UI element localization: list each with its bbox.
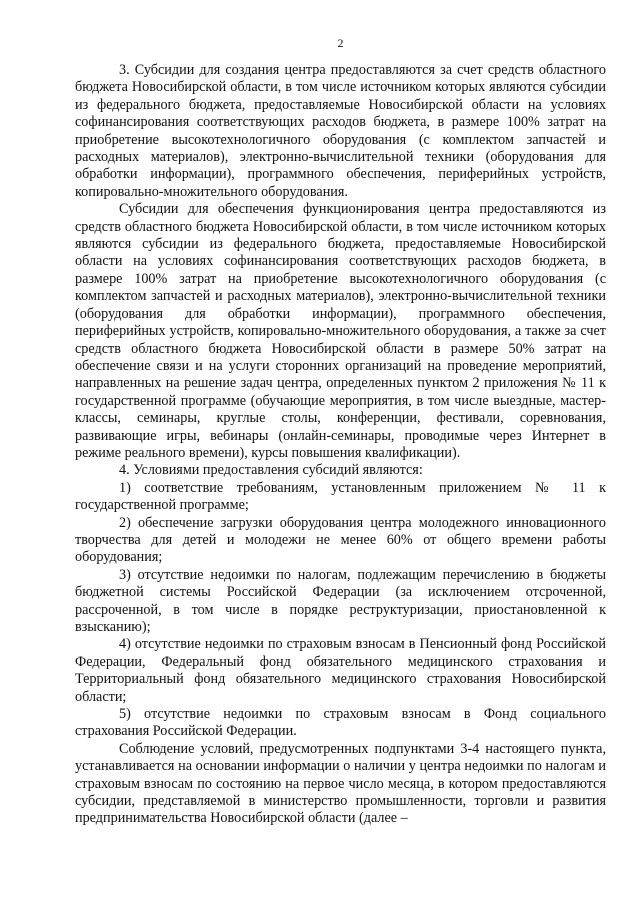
condition-item-2: 2) обеспечение загрузки оборудования центра молодежного инновационного творчества для детей и молодежи не менее 60% от общего времени работы оборудования; — [75, 514, 606, 566]
condition-item-3: 3) отсутствие недоимки по налогам, подлежащим перечислению в бюджеты бюджетной системы Российской Федерации (за исключением отсроченной, рассроченной, в том числе в порядке реструктуризации, приостановленной к взысканию); — [75, 566, 606, 635]
condition-item-4: 4) отсутствие недоимки по страховым взносам в Пенсионный фонд Российской Федерации, Федеральный фонд обязательного медицинского страхования и Территориальный фонд обязательного медицинского страхования Новосибирской области; — [75, 636, 606, 705]
paragraph-conditions-heading: 4. Условиями предоставления субсидий являются: — [119, 462, 423, 479]
paragraph-subsidies-creation: 3. Субсидии для создания центра предоставляются за счет средств областного бюджета Новосибирской области, в том числе источником которых являются субсидии из федерального бюджета, предоставляемые Новосибирской области на условиях софинансирования соответствующих расходов бюджета, в размере 100% затрат на приобретение высокотехнологичного оборудования (с комплектом запчастей и расходных материалов), электронно-вычислительной техники (оборудования для обработки информации), программного обеспечения, периферийных устройств, копировально-множительного оборудования. — [75, 62, 606, 200]
document-page — [75, 36, 606, 828]
paragraph-compliance: Соблюдение условий, предусмотренных подпунктами 3-4 настоящего пункта, устанавливается на основании информации о наличии у центра недоимки по налогам и страховым взносам по состоянию на первое число месяца, в котором предоставляются субсидии, представляемой в министерство промышленности, торговли и развития предпринимательства Новосибирской области (далее – — [75, 740, 606, 827]
page-number: 2 — [337, 36, 344, 50]
condition-item-1: 1) соответствие требованиям, установленным приложением № 11 к государственной программе; — [75, 479, 606, 514]
condition-item-5: 5) отсутствие недоимки по страховым взносам в Фонд социального страхования Российской Федерации. — [75, 706, 606, 740]
paragraph-subsidies-operation: Субсидии для обеспечения функционирования центра предоставляются из средств областного бюджета Новосибирской области, в том числе источником которых являются субсидии из федерального бюджета, предоставляемые Новосибирской области на условиях софинансирования соответствующих расходов бюджета, в размере 100% затрат на приобретение высокотехнологичного оборудования (с комплектом запчастей и расходных материалов), электронно-вычислительной техники (оборудования для обработки информации), программного обеспечения, периферийных устройств, копировально-множительного оборудования, а также за счет средств областного бюджета Новосибирской области в размере 50% затрат на обеспечение связи и на услуги сторонних организаций на проведение мероприятий, направленных на решение задач центра, определенных пунктом 2 приложения № 11 к государственной программе (обучающие мероприятия, в том числе выездные, мастер-классы, семинары, круглые столы, конференции, фестивали, соревнования, развивающие игры, вебинары (онлайн-семинары, проводимые через Интернет в режиме реального времени), курсы повышения квалификации). — [75, 201, 606, 461]
